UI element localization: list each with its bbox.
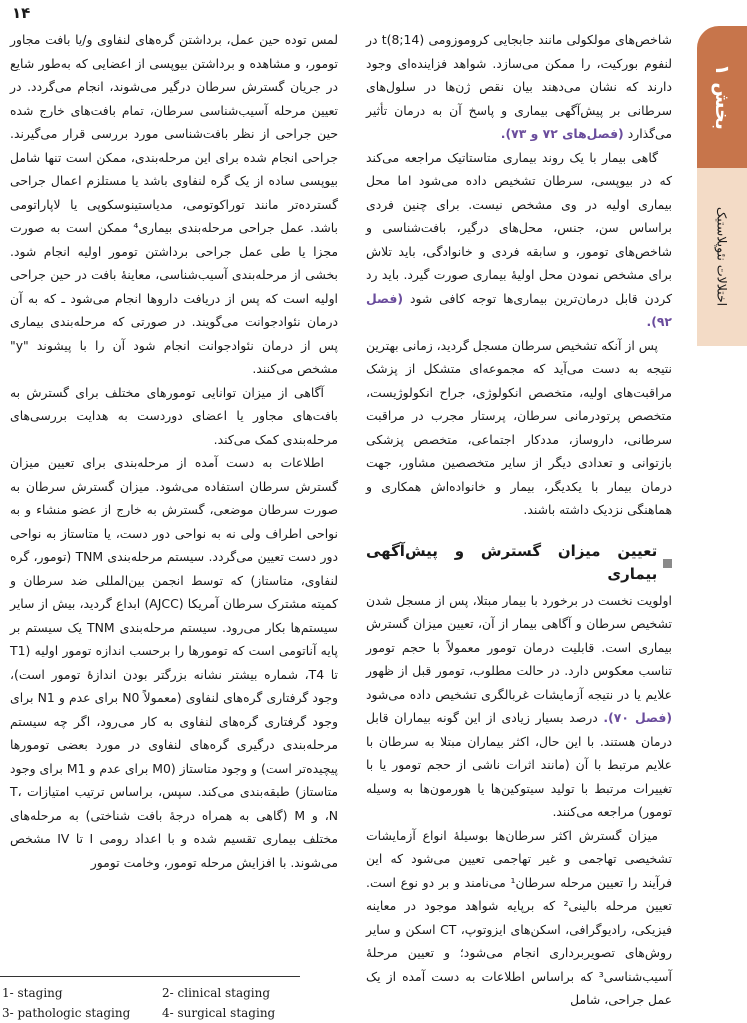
chapter-reference: (فصل ۹۲). <box>366 290 672 329</box>
section-heading-text: تعیین میزان گسترش و پیش‌آگهی بیماری <box>366 541 658 583</box>
chapter-reference: (فصل‌های ۷۲ و ۷۳). <box>500 126 624 141</box>
chapter-side-tab <box>697 26 747 346</box>
chapter-label: اختلالات نئوپلاستیک <box>714 207 730 307</box>
paragraph: پس از آنکه تشخیص سرطان مسجل گردید، زمانی بهترین نتیجه به دست می‌آید که مجموعه‌ای متشکل از پزشک مراقبت‌های اولیه، متخصص انکولوژی، جراح انکولوژیست، متخصص پرتودرمانی سرطان، پرستار مجرب در مراقبت سرطانی، داروساز، مددکار اجتماعی، متخصص پزشکی بازتوانی و تعدادی دیگر از سایر متخصصین مشاور، جهت درمان بیمار با یکدیگر، بیمار و خانواده‌اش همکاری و هماهنگی نزدیک داشته باشند. <box>366 337 672 517</box>
page-number: ۱۴ <box>12 4 31 22</box>
left-column <box>10 28 338 874</box>
footnote: 2- clinical staging <box>162 986 271 1000</box>
right-column <box>366 28 672 1012</box>
chapter-tab <box>697 168 747 346</box>
paragraph: آگاهی از میزان توانایی تومورهای مختلف برای گسترش به بافت‌های مجاور یا اعضای دوردست به هدایت بررسی‌های مرحله‌بندی کمک می‌کند. <box>10 384 338 447</box>
chapter-reference: (فصل ۷۰). <box>603 710 672 725</box>
footnote: 3- pathologic staging <box>2 1006 131 1020</box>
paragraph: اولویت نخست در برخورد با بیمار مبتلا، پس از مسجل شدن تشخیص سرطان و آگاهی بیمار از آن، تعیین میزان گسترش بیماری است. قابلیت درمان تومور معمولاً با حجم تومور تناسب معکوس دارد. در حالت مطلوب، تومور قبل از ظهور علایم یا در نتیجه آزمایشات غربالگری تشخیص داده می‌شود (فصل ۷۰). درصد بسیار زیادی از این گونه بیماران قابل درمان هستند. با این حال، اکثر بیماران مبتلا به سرطان با علایم مرتبط با آن (مانند اثرات ناشی از حجم تومور یا با تغییرات مرتبط با تولید سیتوکین‌ها یا هورمون‌ها به وسیله تومور) مراجعه می‌کنند. <box>366 592 672 819</box>
paragraph: اطلاعات به دست آمده از مرحله‌بندی برای تعیین میزان گسترش سرطان استفاده می‌شود. میزان گسترش سرطان به صورت سرطان موضعی، گسترش به خارج از عضو منشاء و به نواحی اطراف ولی نه به نواحی دور دست، یا متاستاز به نواحی دور دست تعیین می‌گردد. سیستم مرحله‌بندی TNM (تومور، گره لنفاوی، متاستاز) که توسط انجمن بین‌المللی ضد سرطان و کمیته مشترک سرطان آمریکا (AJCC) ابداع گردید، بیش از سایر سیستم‌ها بکار می‌رود. سیستم مرحله‌بندی TNM یک سیستم بر پایه آناتومی است که تومورها را برحسب اندازه تومور اولیه (T1 تا T4، شماره بیشتر نشانه بزرگتر بودن اندازهٔ تومور است)، وجود گرفتاری گره‌های لنفاوی (معمولاً N0 برای عدم و N1 برای وجود گرفتاری گره‌های لنفاوی به کار می‌رود، اگر چه سیستم مرحله‌بندی درگیری گره‌های لنفاوی در مورد بعضی تومورها پیچیده‌تر است) و وجود متاستاز (M0 برای عدم و M1 برای وجود متاستاز) طبقه‌بندی می‌کند. سپس، براساس ترتیب امتیازات T، N، و M (گاهی به همراه درجهٔ بافت شناختی) به مرحله‌های مختلف بیماری تقسیم شده و با اعداد رومی I تا IV مشخص می‌شوند. با افزایش مرحله تومور، وخامت تومور <box>10 455 339 870</box>
paragraph: شاخص‌های مولکولی مانند جابجایی کروموزومی t(8;14) در لنفوم بورکیت، را ممکن می‌سازد. شواهد فزاینده‌ای وجود دارند که نشان می‌دهند بیان نقص ژن‌ها در سلول‌های سرطانی بر پیش‌آگهی بیماری و پاسخ آن به درمان تأثیر می‌گذارد (فصل‌های ۷۲ و ۷۳). <box>366 32 672 141</box>
paragraph: گاهی بیمار با یک روند بیماری متاستاتیک مراجعه می‌کند که در بیوپسی، سرطان تشخیص داده می‌شود اما محل بیماری اولیه در وی مشخص نیست. برای چنین فردی براساس سن، جنس، محل‌های درگیر، بافت‌شناسی و شاخص‌های تومور، و سابقه فردی و خانوادگی، باید تلاش برای مشخص نمودن محل اولیهٔ بیماری صورت گیرد. باید رد کردن قابل درمان‌ترین بیماری‌ها توجه کافی شود (فصل ۹۲). <box>366 149 672 329</box>
footnote: 4- surgical staging <box>162 1006 276 1020</box>
footnote: 1- staging <box>2 986 63 1000</box>
footnotes <box>0 976 300 1023</box>
paragraph: لمس توده حین عمل، برداشتن گره‌های لنفاوی و/یا بافت مجاور تومور، و مشاهده و برداشتن بیوپسی از اعضایی که به‌طور شایع در جریان گسترش سرطان درگیر می‌شوند، انجام می‌گردد. در تعیین مرحله آسیب‌شناسی سرطان، تمام بافت‌های خارج شده حین جراحی از نظر بافت‌شناسی مورد بررسی قرار می‌گیرند. جراحی انجام شده برای این مرحله‌بندی، ممکن است تنها شامل بیوپسی ساده از یک گره لنفاوی باشد یا مستلزم اعمال جراحی گسترده‌تر مانند توراکوتومی، مدیاستینوسکوپی یا لاپاراتومی باشد. عمل جراحی مرحله‌بندی بیماری⁴ ممکن است به صورت مجزا یا طی عمل جراحی برداشتن تومور اولیه انجام شود. بخشی از مرحله‌بندی آسیب‌شناسی، معاینهٔ بافت در حین جراحی اولیه است که پس از دریافت داروها انجام می‌شود ـ که به آن درمان نئوادجوانت می‌گویند. در صورتی که مرحله‌بندی بیماری پس از درمان نئوادجوانت انجام شود آن را با پیشوند "y" مشخص می‌کنند. <box>10 32 339 376</box>
part-tab <box>697 26 747 168</box>
section-heading <box>366 540 672 587</box>
heading-bullet-icon <box>663 559 672 568</box>
paragraph: میزان گسترش اکثر سرطان‌ها بوسیلهٔ انواع آزمایشات تشخیصی تهاجمی و غیر تهاجمی تعیین می‌شود که این فرآیند را تعیین مرحله سرطان¹ می‌نامند و بر دو نوع است. تعیین مرحله بالینی² که برپایه شواهد موجود در معاینه فیزیکی، رادیوگرافی، اسکن‌های ایزوتوپ، CT اسکن و سایر روش‌های تصویربرداری انجام می‌شود؛ و تعیین مرحلهٔ آسیب‌شناسی³ که براساس اطلاعات به دست آمده از یک عمل جراحی، شامل <box>366 827 672 1007</box>
part-label: بخش ۱ <box>711 64 733 130</box>
